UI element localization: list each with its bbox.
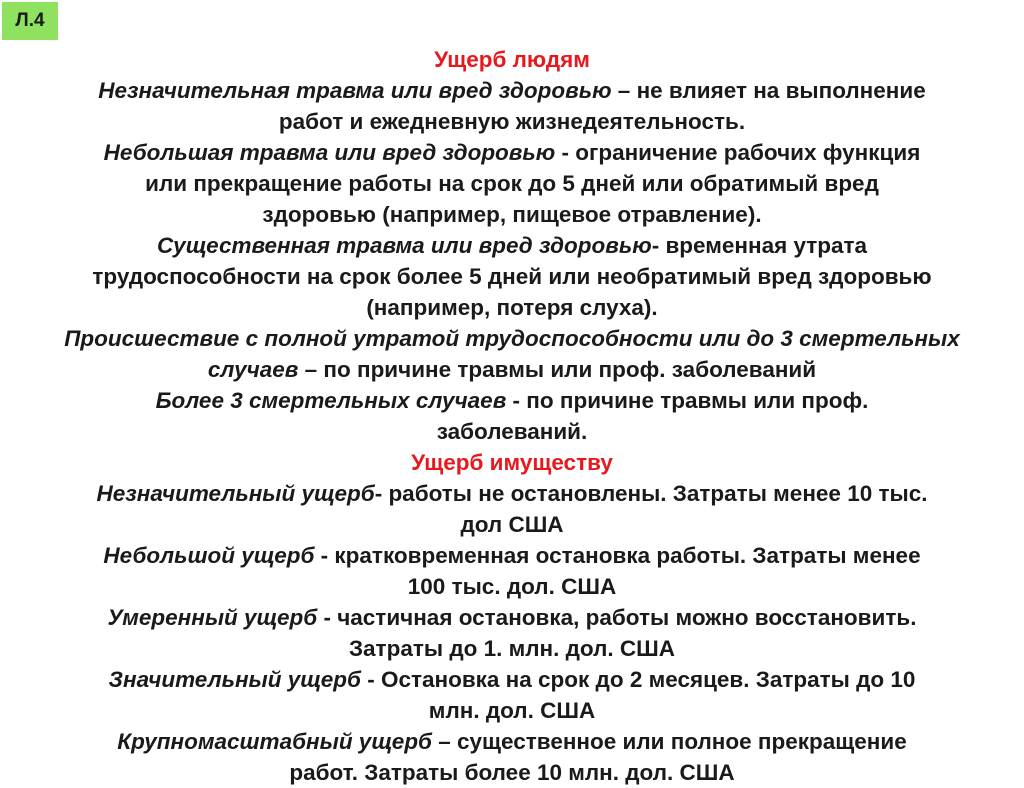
- item-term: Значительный ущерб: [108, 667, 361, 692]
- property-item-large-scale: [4, 726, 1020, 757]
- people-heading: Ущерб людям: [434, 47, 590, 72]
- item-separator: –: [298, 357, 324, 382]
- item-separator: -: [651, 233, 666, 258]
- item-desc: кратковременная остановка работы. Затраты менее: [334, 543, 921, 568]
- people-item-significant-cont: трудоспособности на срок более 5 дней или необратимый вред здоровью: [92, 264, 932, 289]
- item-term: Крупномасштабный ущерб: [117, 729, 432, 754]
- item-desc: ограничение рабочих функция: [575, 140, 921, 165]
- people-item-significant-cont: (например, потеря слуха).: [366, 295, 658, 320]
- item-desc: Остановка на срок до 2 месяцев. Затраты до 10: [380, 667, 916, 692]
- property-item-significant-cont: млн. дол. США: [428, 698, 596, 723]
- property-item-moderate: [4, 602, 1020, 633]
- property-item-large-scale-cont: работ. Затраты более 10 млн. дол. США: [289, 760, 735, 785]
- item-separator: -: [555, 140, 576, 165]
- item-term: Умеренный ущерб: [107, 605, 318, 630]
- item-desc: по причине травмы или проф.: [526, 388, 869, 413]
- item-desc: частичная остановка, работы можно восстановить.: [337, 605, 917, 630]
- people-item-minor-cont: работ и ежедневную жизнедеятельность.: [278, 109, 746, 134]
- item-separator: –: [611, 78, 637, 103]
- property-item-insignificant: [4, 478, 1020, 509]
- item-separator: -: [374, 481, 389, 506]
- item-desc: по причине травмы или проф. заболеваний: [323, 357, 817, 382]
- people-item-small-cont: или прекращение работы на срок до 5 дней или обратимый вред: [145, 171, 879, 196]
- item-term: Существенная травма или вред здоровью: [156, 233, 652, 258]
- people-item-total-disability: Происшествие с полной утратой трудоспособности или до 3 смертельных: [64, 326, 960, 351]
- property-item-small: [4, 540, 1020, 571]
- item-desc: существенное или полное прекращение: [457, 729, 907, 754]
- item-separator: –: [432, 729, 458, 754]
- people-item-fatalities-cont: заболеваний.: [436, 419, 588, 444]
- item-term: Небольшой ущерб: [103, 543, 315, 568]
- people-item-minor: [4, 75, 1020, 106]
- item-separator: -: [360, 667, 381, 692]
- property-item-moderate-cont: Затраты до 1. млн. дол. США: [348, 636, 676, 661]
- item-term: Незначительная травма или вред здоровью: [98, 78, 612, 103]
- people-item-small-cont: здоровью (например, пищевое отравление).: [262, 202, 762, 227]
- people-item-significant: [4, 230, 1020, 261]
- item-desc: временная утрата: [665, 233, 868, 258]
- item-term: Незначительный ущерб: [96, 481, 375, 506]
- item-separator: -: [317, 605, 338, 630]
- property-item-insignificant-cont: дол США: [460, 512, 564, 537]
- item-separator: -: [506, 388, 527, 413]
- item-separator: -: [314, 543, 335, 568]
- slide-content: [4, 44, 1020, 788]
- property-item-significant: [4, 664, 1020, 695]
- item-term: Более 3 смертельных случаев: [155, 388, 507, 413]
- people-item-small: [4, 137, 1020, 168]
- item-term: случаев: [207, 357, 299, 382]
- slide-number-badge: Л.4: [2, 2, 58, 40]
- property-heading: Ущерб имуществу: [411, 450, 613, 475]
- people-item-total-disability-cont: [4, 354, 1020, 385]
- people-item-fatalities: [4, 385, 1020, 416]
- property-item-small-cont: 100 тыс. дол. США: [407, 574, 617, 599]
- item-desc: не влияет на выполнение: [636, 78, 926, 103]
- item-term: Небольшая травма или вред здоровью: [103, 140, 556, 165]
- item-desc: работы не остановлены. Затраты менее 10 тыс.: [388, 481, 928, 506]
